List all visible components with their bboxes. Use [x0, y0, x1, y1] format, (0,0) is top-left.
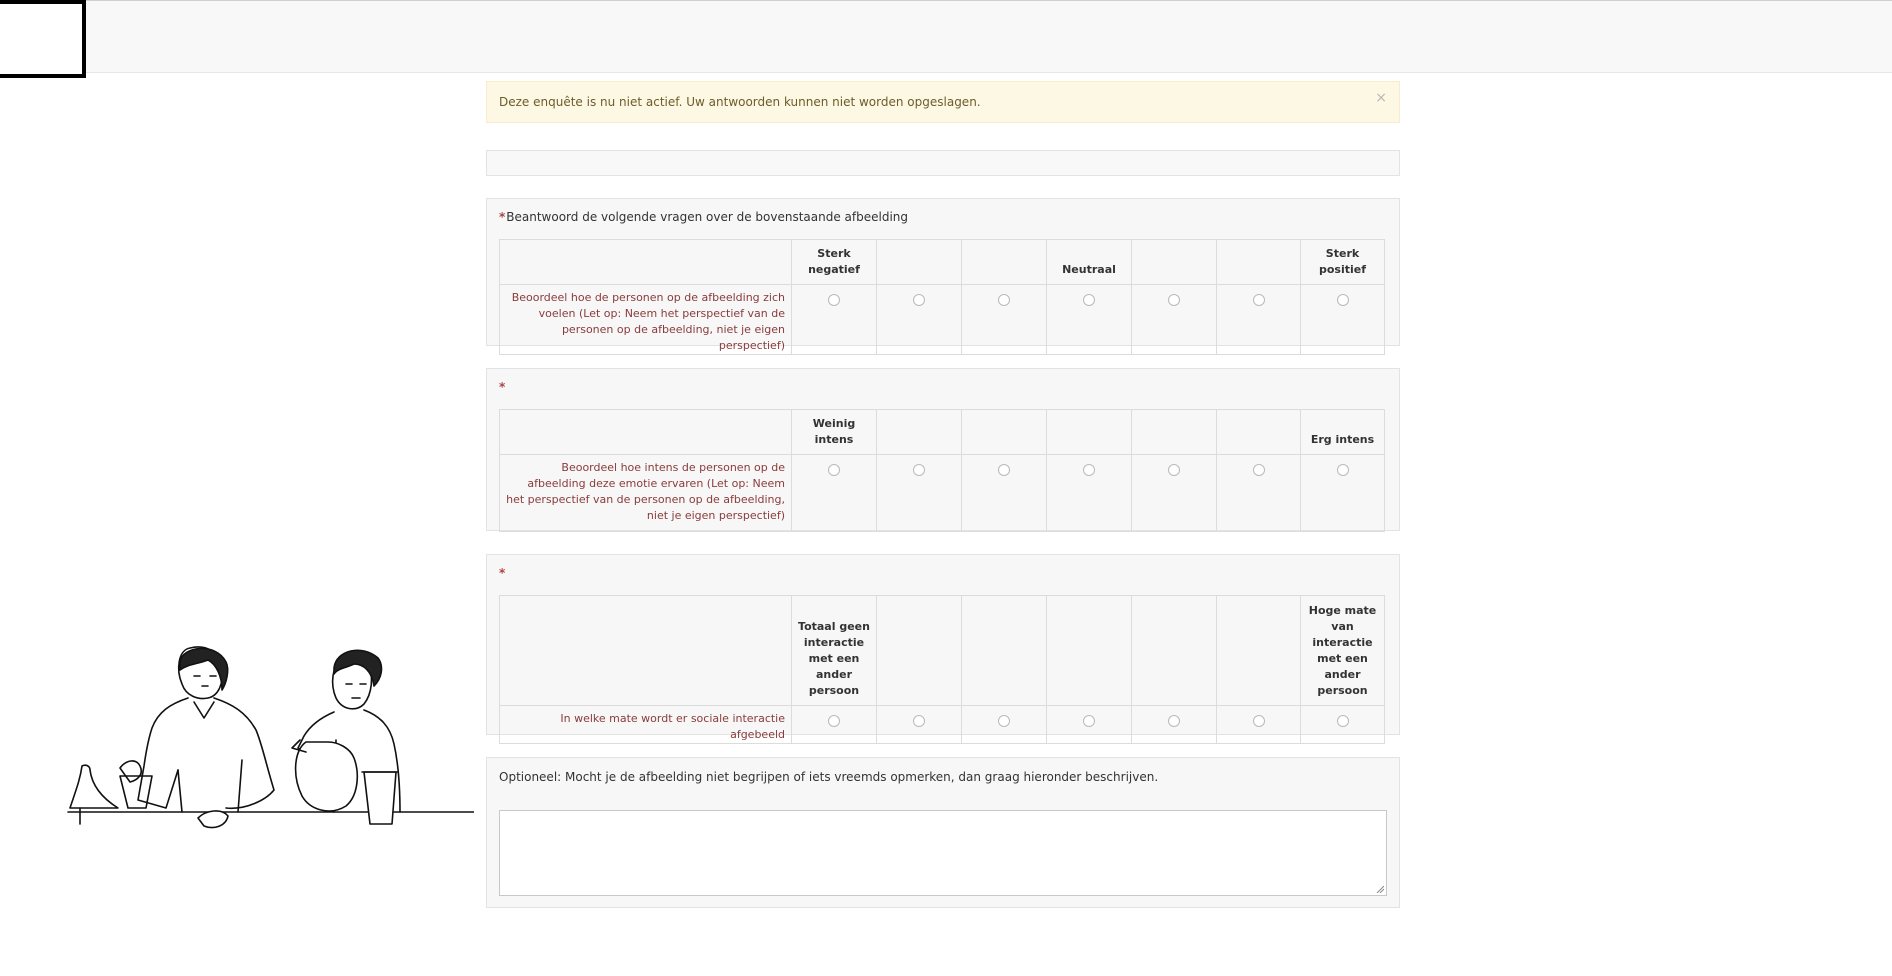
rating-grid — [499, 239, 1385, 355]
radio-option-3[interactable] — [998, 294, 1010, 306]
radio-option-6[interactable] — [1253, 715, 1265, 727]
top-navbar — [0, 0, 1892, 73]
rating-grid — [499, 409, 1385, 532]
question-title — [499, 566, 506, 580]
close-icon[interactable]: × — [1375, 90, 1387, 106]
radio-option-7[interactable] — [1337, 464, 1349, 476]
radio-option-5[interactable] — [1168, 715, 1180, 727]
radio-cell — [1047, 455, 1132, 532]
image-placeholder-bar — [486, 150, 1400, 176]
column-header: Sterk positief — [1301, 240, 1385, 285]
grid-corner — [500, 410, 792, 455]
question-interaction — [486, 554, 1400, 741]
radio-cell — [1132, 455, 1217, 532]
radio-option-3[interactable] — [998, 715, 1010, 727]
optional-comment-section — [486, 757, 1400, 908]
radio-option-2[interactable] — [913, 464, 925, 476]
column-header — [1132, 596, 1217, 706]
column-header — [877, 596, 962, 706]
question-title — [499, 380, 506, 394]
radio-option-2[interactable] — [913, 715, 925, 727]
radio-cell — [1217, 455, 1301, 532]
radio-cell — [877, 455, 962, 532]
column-header — [1132, 410, 1217, 455]
row-label: Beoordeel hoe intens de personen op de afbeelding deze emotie ervaren (Let op: Neem het perspectief van de personen op de afbeelding, niet je eigen perspectief) — [500, 455, 792, 532]
alert-text: Deze enquête is nu niet actief. Uw antwoorden kunnen niet worden opgeslagen. — [499, 95, 981, 109]
column-header — [962, 240, 1047, 285]
column-header — [1047, 596, 1132, 706]
column-header — [1217, 596, 1301, 706]
radio-cell — [1217, 285, 1301, 355]
radio-option-5[interactable] — [1168, 294, 1180, 306]
rating-grid — [499, 595, 1385, 744]
inactive-survey-alert — [486, 81, 1400, 123]
question-text: Beantwoord de volgende vragen over de bovenstaande afbeelding — [506, 210, 909, 224]
radio-option-1[interactable] — [828, 464, 840, 476]
radio-option-3[interactable] — [998, 464, 1010, 476]
radio-cell — [1047, 706, 1132, 744]
column-header: Erg intens — [1301, 410, 1385, 455]
asterisk-icon: * — [499, 380, 506, 394]
radio-option-4[interactable] — [1083, 294, 1095, 306]
radio-option-2[interactable] — [913, 294, 925, 306]
radio-option-1[interactable] — [828, 294, 840, 306]
radio-cell — [962, 285, 1047, 355]
logo-placeholder — [0, 0, 86, 78]
radio-cell — [1217, 706, 1301, 744]
radio-cell — [1132, 285, 1217, 355]
column-header — [1047, 410, 1132, 455]
radio-option-4[interactable] — [1083, 715, 1095, 727]
radio-cell — [1301, 455, 1385, 532]
column-header — [1217, 240, 1301, 285]
row-label: In welke mate wordt er sociale interactie afgebeeld — [500, 706, 792, 744]
question-intensity — [486, 368, 1400, 531]
radio-cell — [792, 285, 877, 355]
radio-cell — [877, 285, 962, 355]
comment-textarea[interactable] — [499, 810, 1387, 896]
radio-cell — [792, 455, 877, 532]
optional-label: Optioneel: Mocht je de afbeelding niet begrijpen of iets vreemds opmerken, dan graag hieronder beschrijven. — [499, 770, 1159, 784]
radio-cell — [1047, 285, 1132, 355]
radio-option-1[interactable] — [828, 715, 840, 727]
column-header: Totaal geen interactie met een ander persoon — [792, 596, 877, 706]
row-label: Beoordeel hoe de personen op de afbeelding zich voelen (Let op: Neem het perspectief van de personen op de afbeelding, niet je eigen perspectief) — [500, 285, 792, 355]
question-title — [499, 210, 908, 224]
question-feeling — [486, 198, 1400, 352]
grid-corner — [500, 596, 792, 706]
column-header — [1132, 240, 1217, 285]
resize-handle-icon[interactable] — [1376, 885, 1384, 893]
column-header: Weinig intens — [792, 410, 877, 455]
radio-option-7[interactable] — [1337, 715, 1349, 727]
column-header — [962, 410, 1047, 455]
radio-cell — [877, 706, 962, 744]
radio-option-4[interactable] — [1083, 464, 1095, 476]
column-header: Neutraal — [1047, 240, 1132, 285]
radio-option-7[interactable] — [1337, 294, 1349, 306]
column-header — [877, 410, 962, 455]
column-header: Sterk negatief — [792, 240, 877, 285]
radio-cell — [962, 706, 1047, 744]
column-header — [1217, 410, 1301, 455]
stimulus-illustration — [66, 640, 474, 855]
radio-cell — [1301, 285, 1385, 355]
radio-cell — [1132, 706, 1217, 744]
column-header: Hoge mate van interactie met een ander persoon — [1301, 596, 1385, 706]
asterisk-icon: * — [499, 566, 506, 580]
column-header — [962, 596, 1047, 706]
grid-corner — [500, 240, 792, 285]
asterisk-icon: * — [499, 210, 506, 224]
radio-option-6[interactable] — [1253, 294, 1265, 306]
column-header — [877, 240, 962, 285]
radio-option-6[interactable] — [1253, 464, 1265, 476]
radio-option-5[interactable] — [1168, 464, 1180, 476]
radio-cell — [1301, 706, 1385, 744]
radio-cell — [792, 706, 877, 744]
radio-cell — [962, 455, 1047, 532]
